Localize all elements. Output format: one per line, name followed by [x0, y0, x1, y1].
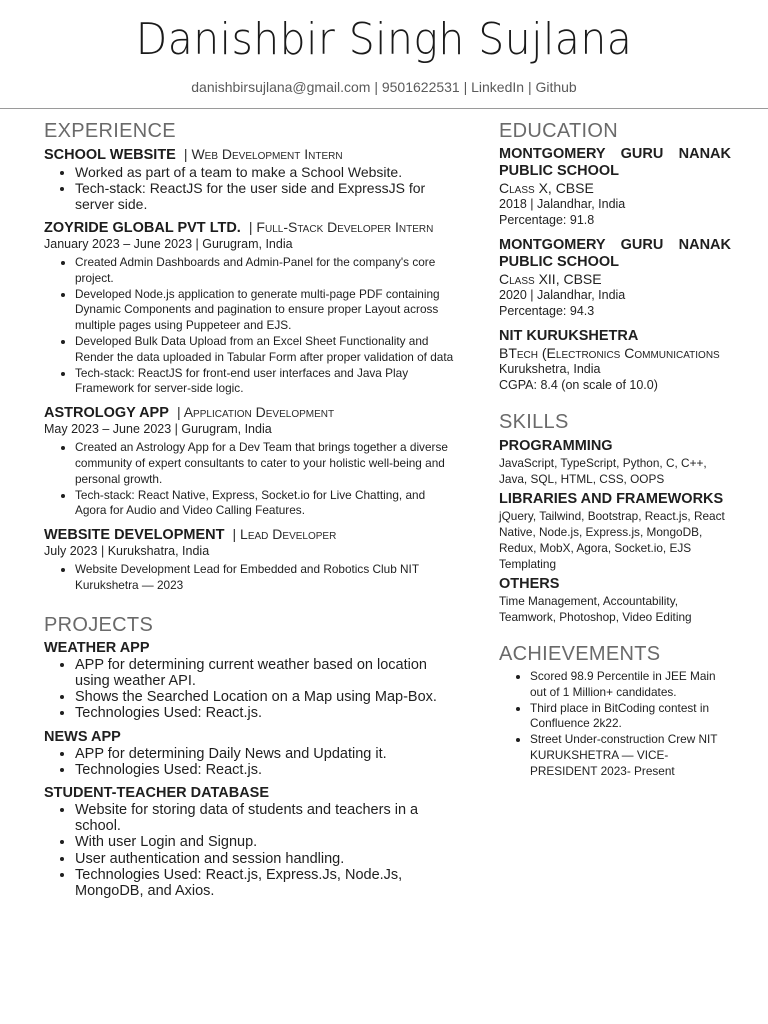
list-item: • Tech-stack: ReactJS for front-end user interfaces and Java Play Framework for server-side logic.: [75, 366, 454, 398]
education-entry: [499, 328, 731, 393]
projects-heading: PROJECTS: [44, 613, 154, 636]
list-item: • APP for determining Daily News and Updating it.: [75, 746, 454, 762]
list-item: • Website Development Lead for Embedded and Robotics Club NIT Kurukshetra — 2023: [75, 562, 454, 594]
list-item: • Website for storing data of students and teachers in a school.: [75, 802, 454, 834]
education-entry: [499, 237, 731, 319]
education-year-location: 2018 | Jalandhar, India: [499, 197, 626, 211]
list-item: • Worked as part of a team to make a School Website.: [75, 164, 454, 180]
experience-entry: [44, 219, 454, 397]
company-name: WEBSITE DEVELOPMENT: [44, 527, 225, 544]
achievements-section: [499, 643, 731, 780]
bullet-list: [44, 440, 454, 519]
skill-group-list: Time Management, Accountability, Teamwork, Photoshop, Video Editing: [499, 594, 692, 624]
list-item: • User authentication and session handling.: [75, 851, 454, 867]
job-date-location: May 2023 – June 2023 | Gurugram, India: [44, 422, 272, 437]
job-role: | Web Development Intern: [183, 146, 343, 162]
candidate-name: Danishbir Singh Sujlana: [135, 14, 633, 65]
experience-section: [44, 120, 454, 594]
school-name: MONTGOMERY GURU NANAK PUBLIC SCHOOL: [499, 146, 731, 179]
job-role: | Application Development: [176, 404, 335, 421]
education-score: Percentage: 94.3: [499, 304, 595, 318]
education-location: Kurukshetra, India: [499, 362, 601, 376]
project-entry: [44, 729, 454, 778]
school-name: MONTGOMERY GURU NANAK PUBLIC SCHOOL: [499, 237, 731, 270]
degree: BTech (Electronics Communications: [499, 345, 720, 361]
experience-entry: [44, 526, 454, 594]
bullet-list: [44, 562, 454, 594]
skill-group-title: OTHERS: [499, 576, 560, 592]
experience-heading: EXPERIENCE: [44, 120, 176, 142]
achievements-heading: ACHIEVEMENTS: [499, 643, 661, 665]
list-item: • Developed Bulk Data Upload from an Excel Sheet Functionality and Render the data uploaded in Tabular Form after proper validation of data: [75, 334, 454, 366]
bullet-list: [44, 746, 454, 778]
project-name: NEWS APP: [44, 728, 121, 745]
experience-entry: [44, 404, 454, 519]
list-item: • With user Login and Signup.: [75, 834, 454, 850]
degree: Class XII, CBSE: [499, 271, 602, 287]
skill-group-list: JavaScript, TypeScript, Python, C, C++, Java, SQL, HTML, CSS, OOPS: [499, 456, 707, 486]
company-name: SCHOOL WEBSITE: [44, 147, 176, 163]
list-item: • Street Under-construction Crew NIT KURUKSHETRA — VICE-PRESIDENT 2023- Present: [530, 732, 731, 779]
list-item: • Tech-stack: React Native, Express, Socket.io for Live Chatting, and Agora for Audio and Video Calling Features.: [75, 488, 454, 520]
list-item: • Tech-stack: ReactJS for the user side and ExpressJS for server side.: [75, 180, 454, 212]
right-column: [499, 120, 731, 780]
school-name: NIT KURUKSHETRA: [499, 328, 639, 344]
education-heading: EDUCATION: [499, 120, 618, 142]
education-score: Percentage: 91.8: [499, 213, 595, 227]
skills-heading: SKILLS: [499, 411, 569, 433]
list-item: • Third place in BitCoding contest in Confluence 2k22.: [530, 701, 731, 733]
bullet-list: [44, 255, 454, 397]
education-entry: [499, 146, 731, 228]
education-score: CGPA: 8.4 (on scale of 10.0): [499, 378, 658, 392]
list-item: • Created an Astrology App for a Dev Team that brings together a diverse community of expert consultants to cater to your holistic well-being and personal growth.: [75, 440, 454, 487]
list-item: • APP for determining current weather based on location using weather API.: [75, 657, 454, 689]
bullet-list: [44, 802, 454, 899]
skill-group-list: jQuery, Tailwind, Bootstrap, React.js, React Native, Node.js, Express.js, MongoDB, Redux, MobX, Agora, Socket.io, EJS Templating: [499, 509, 725, 571]
skills-section: [499, 411, 731, 625]
degree: Class X, CBSE: [499, 180, 594, 196]
list-item: • Technologies Used: React.js, Express.Js, Node.Js, MongoDB, and Axios.: [75, 867, 454, 899]
project-entry: [44, 640, 454, 722]
job-role: | Full-Stack Developer Intern: [248, 219, 434, 235]
company-name: ZOYRIDE GLOBAL PVT LTD.: [44, 220, 241, 236]
education-year-location: 2020 | Jalandhar, India: [499, 288, 626, 302]
bullet-list: [44, 657, 454, 722]
list-item: • Technologies Used: React.js.: [75, 762, 454, 778]
experience-entry: [44, 146, 454, 212]
job-role: | Lead Developer: [232, 526, 337, 543]
skill-group-title: LIBRARIES AND FRAMEWORKS: [499, 491, 724, 507]
job-date-location: January 2023 – June 2023 | Gurugram, India: [44, 237, 293, 251]
list-item: • Developed Node.js application to generate multi-page PDF containing Dynamic Components and pagination to ensure proper Layout across multiple pages using Puppeteer and EJS.: [75, 287, 454, 334]
list-item: • Created Admin Dashboards and Admin-Panel for the company's core project.: [75, 255, 454, 287]
left-column: [44, 120, 454, 906]
company-name: ASTROLOGY APP: [44, 405, 169, 422]
project-name: STUDENT-TEACHER DATABASE: [44, 784, 270, 801]
achievements-list: [499, 669, 731, 780]
list-item: • Technologies Used: React.js.: [75, 705, 454, 721]
project-entry: [44, 785, 454, 899]
contact-line: danishbirsujlana@gmail.com | 9501622531 | LinkedIn | Github: [191, 79, 577, 95]
project-name: WEATHER APP: [44, 639, 150, 656]
education-section: [499, 120, 731, 393]
list-item: • Shows the Searched Location on a Map using Map-Box.: [75, 689, 454, 705]
skill-group-title: PROGRAMMING: [499, 438, 613, 454]
list-item: • Scored 98.9 Percentile in JEE Main out of 1 Million+ candidates.: [530, 669, 731, 701]
projects-section: [44, 614, 454, 899]
header-divider: [0, 108, 768, 109]
bullet-list: [44, 164, 454, 212]
job-date-location: July 2023 | Kurukshatra, India: [44, 544, 210, 559]
